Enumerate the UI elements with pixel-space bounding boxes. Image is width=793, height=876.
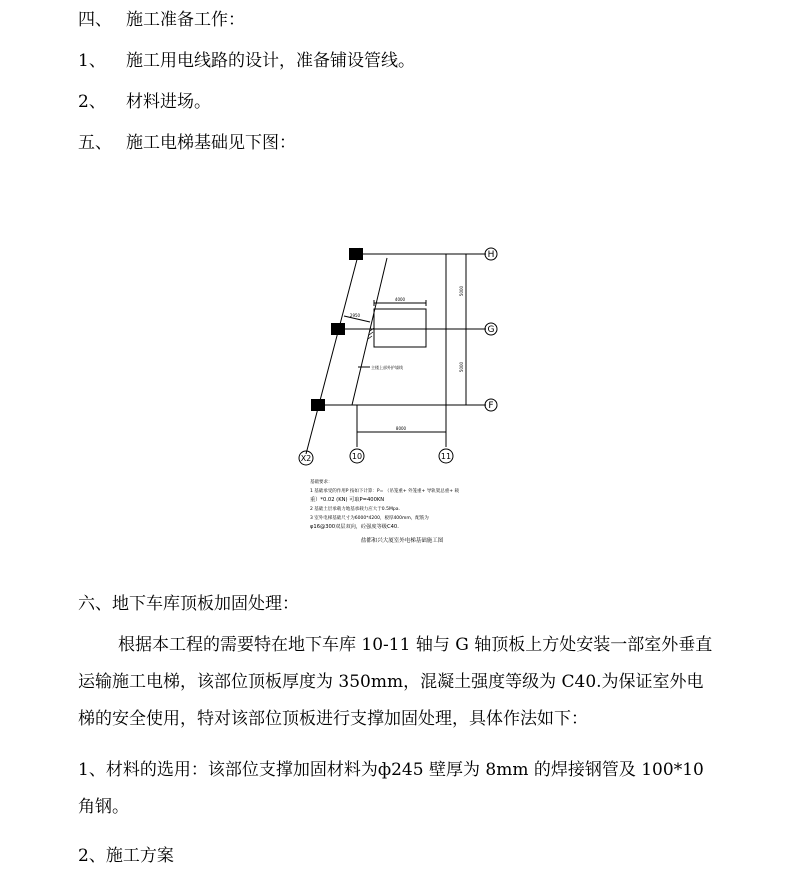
body-paragraph-2	[78, 752, 718, 826]
heading-four-text: 施工准备工作：	[126, 10, 245, 30]
dim-bottom: 8000	[395, 426, 407, 431]
axis-label-g: G	[487, 325, 495, 335]
dim-side-bottom: 5000	[459, 361, 464, 373]
list-item-1	[78, 49, 415, 73]
heading-five-text: 施工电梯基础见下图：	[126, 133, 296, 153]
drawing-svg	[270, 236, 530, 551]
list-item-1-number: 1、	[78, 51, 106, 71]
heading-five-number: 五、	[78, 133, 112, 153]
column-bottom	[311, 399, 325, 411]
elevator-foundation-drawing	[270, 236, 530, 551]
dim-side-top: 5000	[459, 285, 464, 297]
body-paragraph-1	[78, 627, 718, 738]
notes-line-4: 3 室外电梯基础尺寸为6000*4200，板厚400mm，配筋为	[310, 516, 429, 521]
column-middle	[331, 323, 345, 335]
list-item-2-text: 材料进场。	[126, 92, 211, 112]
body-paragraph-1-text: 根据本工程的需要特在地下车库 10-11 轴与 G 轴顶板上方处安装一部室外垂直运输施工电梯，该部位顶板厚度为 350mm，混凝土强度等级为 C40.为保证室外电梯的安全使用，特对该部位顶板进行支撑加固处理，具体作法如下：	[78, 635, 713, 729]
dim-diag: 2950	[349, 313, 361, 318]
dim-box-width: 4000	[394, 297, 406, 302]
list-item-2-number: 2、	[78, 92, 106, 112]
list-item-2	[78, 90, 211, 114]
body-paragraph-3: 2、施工方案	[78, 846, 174, 866]
list-item-1-text: 施工用电线路的设计，准备铺设管线。	[126, 51, 415, 71]
heading-four	[78, 8, 245, 32]
notes-line-1: 1 基础承受的作用P 按如下计算：P= （吊笼重+ 外笼重+ 导轨架总重+ 载	[310, 489, 459, 494]
notes-title: 基础要求：	[310, 480, 333, 485]
foundation-box	[374, 309, 426, 347]
heading-six: 六、地下车库顶板加固处理：	[78, 594, 299, 614]
notes-line-2: 重）*0.02 (KN) 可取P=400KN	[310, 497, 385, 503]
axis-label-h: H	[487, 250, 495, 260]
wall-line	[349, 258, 387, 405]
heading-five	[78, 131, 296, 155]
heading-four-number: 四、	[78, 10, 112, 30]
notes-line-3: 2 基础土层承载力地基承载力应大于0.5Mpa.	[310, 507, 400, 512]
axis-label-10: 10	[351, 452, 363, 461]
drawing-caption: 盐都和兴大厦室外电梯基础施工图	[360, 538, 444, 544]
column-top	[349, 248, 363, 260]
axis-label-x2: X2	[300, 454, 312, 463]
callout-text: 主楼上部外护墙线	[371, 365, 403, 370]
notes-line-5: φ16@300双层双向，砼强度等级C40.	[310, 524, 399, 530]
body-paragraph-2-text: 1、材料的选用：该部位支撑加固材料为ф245 壁厚为 8mm 的焊接钢管及 100*10 角钢。	[78, 760, 704, 817]
axis-line-x2	[306, 248, 360, 454]
axis-label-11: 11	[440, 452, 452, 461]
axis-label-f: F	[488, 401, 494, 411]
